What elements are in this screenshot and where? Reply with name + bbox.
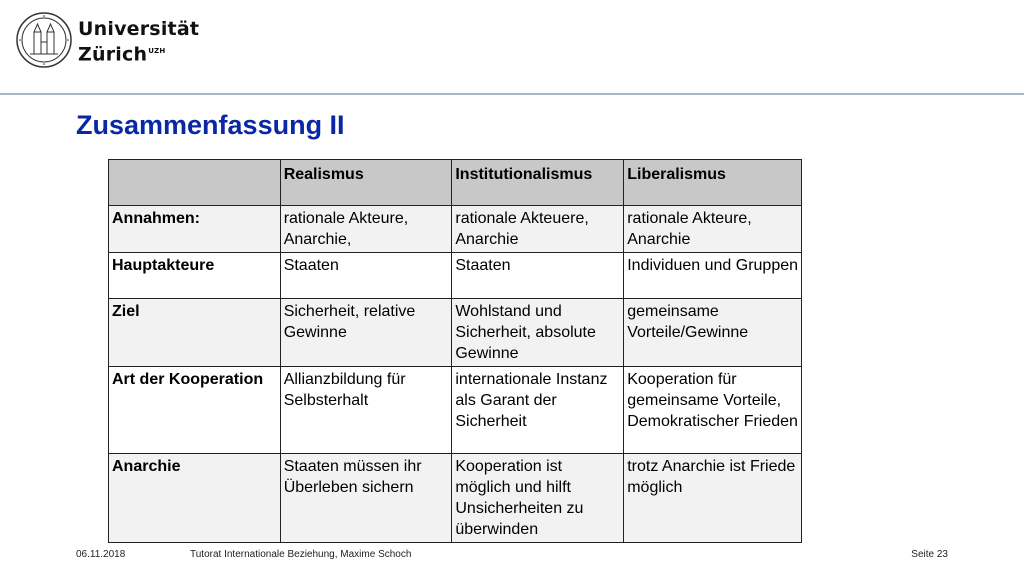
table-header-cell <box>109 160 281 206</box>
row-label: Anarchie <box>109 454 281 543</box>
table-row <box>109 206 802 253</box>
table-cell: Staaten <box>280 253 452 299</box>
footer-text: Tutorat Internationale Beziehung, Maxime Schoch <box>190 549 412 560</box>
table-cell: rationale Akteure, Anarchie <box>624 206 802 253</box>
table-cell: rationale Akteure, Anarchie, <box>280 206 452 253</box>
table-row <box>109 454 802 543</box>
row-label: Hauptakteure <box>109 253 281 299</box>
table-cell: gemeinsame Vorteile/Gewinne <box>624 299 802 367</box>
table-row <box>109 299 802 367</box>
table-cell: Allianzbildung für Selbsterhalt <box>280 367 452 454</box>
table-cell: trotz Anarchie ist Friede möglich <box>624 454 802 543</box>
university-abbr: UZH <box>148 47 166 55</box>
table-cell: Wohlstand und Sicherheit, absolute Gewinne <box>452 299 624 367</box>
table-cell: Staaten <box>452 253 624 299</box>
table-row <box>109 253 802 299</box>
table-cell: Kooperation ist möglich und hilft Unsicherheiten zu überwinden <box>452 454 624 543</box>
header-divider <box>0 93 1024 95</box>
table-header-cell: Realismus <box>280 160 452 206</box>
table-cell: Individuen und Gruppen <box>624 253 802 299</box>
footer-date: 06.11.2018 <box>76 549 126 560</box>
footer-page-number: Seite 23 <box>911 549 948 560</box>
university-name-line2: Zürich <box>78 43 148 66</box>
table-header-cell: Liberalismus <box>624 160 802 206</box>
row-label: Annahmen: <box>109 206 281 253</box>
table-header-cell: Institutionalismus <box>452 160 624 206</box>
slide-title: Zusammenfassung II <box>76 110 345 140</box>
row-label: Art der Kooperation <box>109 367 281 454</box>
university-seal-logo <box>16 12 72 68</box>
table-cell: rationale Akteuere, Anarchie <box>452 206 624 253</box>
table-header-row <box>109 160 802 206</box>
table-cell: Sicherheit, relative Gewinne <box>280 299 452 367</box>
table-cell: Staaten müssen ihr Überleben sichern <box>280 454 452 543</box>
university-name-line1: Universität <box>78 18 200 40</box>
university-name <box>78 18 199 65</box>
table-row <box>109 367 802 454</box>
table-cell: internationale Instanz als Garant der Sicherheit <box>452 367 624 454</box>
summary-table <box>108 159 802 543</box>
row-label: Ziel <box>109 299 281 367</box>
table-cell: Kooperation für gemeinsame Vorteile, Demokratischer Frieden <box>624 367 802 454</box>
